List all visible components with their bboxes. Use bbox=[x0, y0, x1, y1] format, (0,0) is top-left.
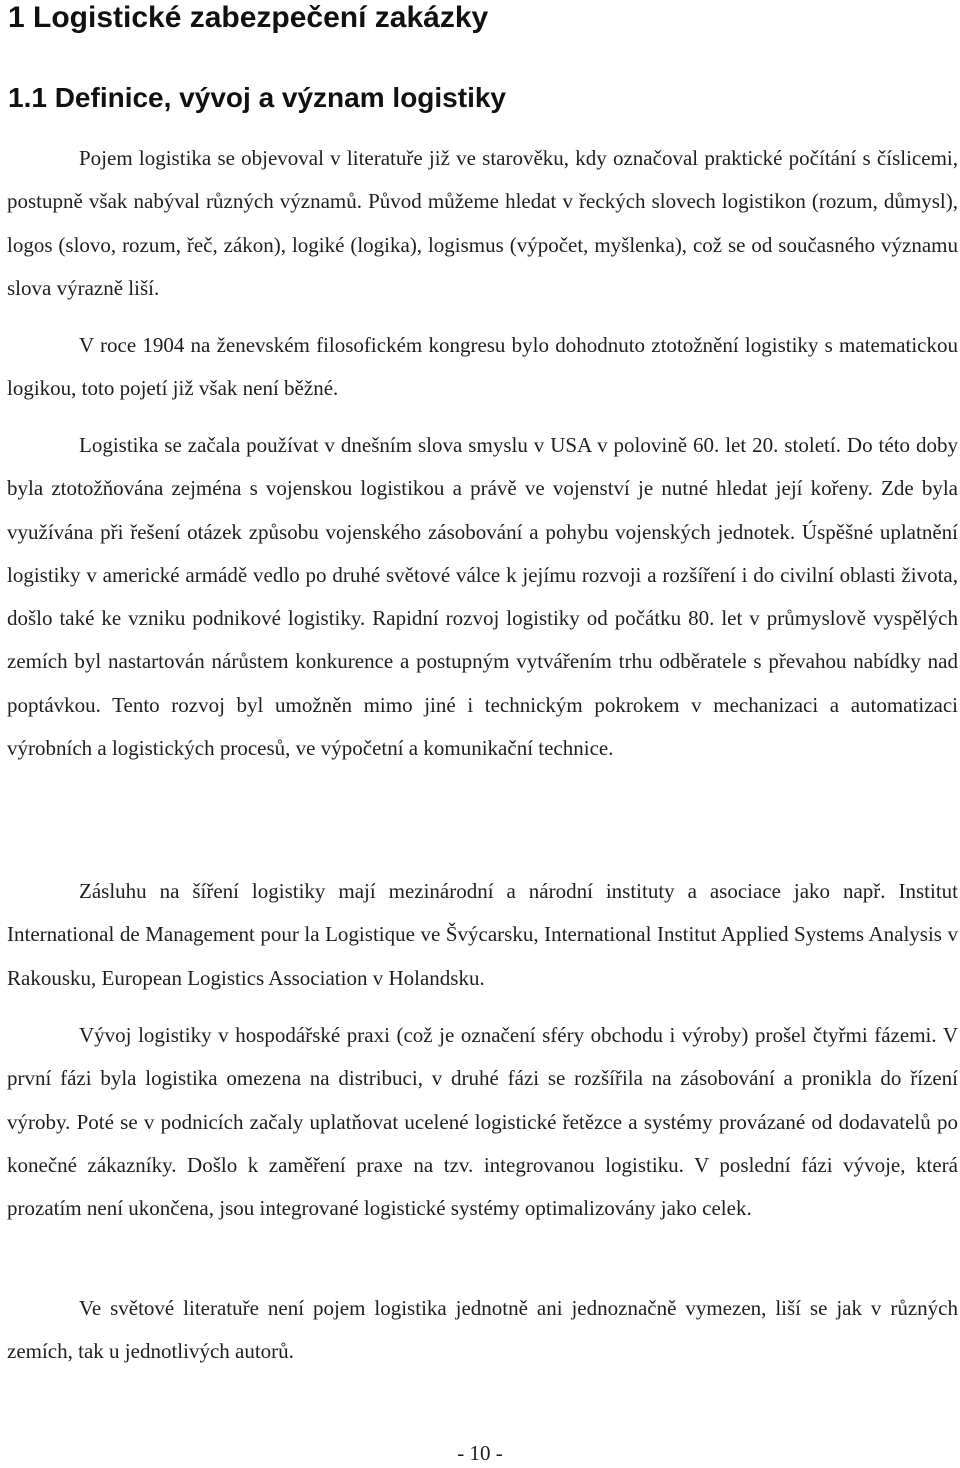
paragraph-origin: Pojem logistika se objevoval v literatuře již ve starověku, kdy označoval praktické počítání s číslicemi, postupně však nabýval různých významů. Původ můžeme hledat v řeckých slovech logistikon (rozum, důmysl), logos (slovo, rozum, řeč, zákon), logiké (logika), logismus (výpočet, myšlenka), což se od současného významu slova výrazně liší. bbox=[7, 146, 958, 300]
section-heading: 1.1 Definice, vývoj a význam logistiky bbox=[8, 82, 506, 113]
page-number: - 10 - bbox=[457, 1441, 503, 1465]
paragraph-development-phases: Vývoj logistiky v hospodářské praxi (což je označení sféry obchodu i výroby) prošel čtyřmi fázemi. V první fázi byla logistika omezena na distribuci, v druhé fázi se rozšířila na zásobování a pronikla do řízení výroby. Poté se v podnicích začaly uplatňovat ucelené logistické řetězce a systémy provázané od dodavatelů po konečné zákazníky. Došlo k zaměření praxe na tzv. integrovanou logistiku. V poslední fázi vývoje, která prozatím není ukončena, jsou integrované logistické systémy optimalizovány jako celek. bbox=[7, 1023, 958, 1221]
paragraph-usa-history: Logistika se začala používat v dnešním slova smyslu v USA v polovině 60. let 20. století. Do této doby byla ztotožňována zejména s vojenskou logistikou a právě ve vojenství je nutné hledat její kořeny. Zde byla využívána při řešení otázek způsobu vojenského zásobování a pohybu vojenských jednotek. Úspěšné uplatnění logistiky v americké armádě vedlo po druhé světové válce k jejímu rozvoji a rozšíření i do civilní oblasti života, došlo také ke vzniku podnikové logistiky. Rapidní rozvoj logistiky od počátku 80. let v průmyslově vyspělých zemích byl nastartován nárůstem konkurence a postupným vytvářením trhu odběratele s převahou nabídky nad poptávkou. Tento rozvoj byl umožněn mimo jiné i technickým pokrokem v mechanizaci a automatizaci výrobních a logistických procesů, ve výpočetní a komunikační technice. bbox=[7, 433, 958, 761]
paragraph-1904-congress: V roce 1904 na ženevském filosofickém kongresu bylo dohodnuto ztotožnění logistiky s matematickou logikou, toto pojetí již však není běžné. bbox=[7, 333, 958, 401]
chapter-heading: 1 Logistické zabezpečení zakázky bbox=[8, 1, 489, 34]
paragraph-institutes: Zásluhu na šíření logistiky mají mezinárodní a národní instituty a asociace jako např. Institut International de Management pour la Logistique ve Švýcarsku, International Institut Applied Systems Analysis v Rakousku, European Logistics Association v Holandsku. bbox=[7, 879, 958, 990]
paragraph-world-literature: Ve světové literatuře není pojem logistika jednotně ani jednoznačně vymezen, liší se jak v různých zemích, tak u jednotlivých autorů. bbox=[7, 1296, 958, 1364]
